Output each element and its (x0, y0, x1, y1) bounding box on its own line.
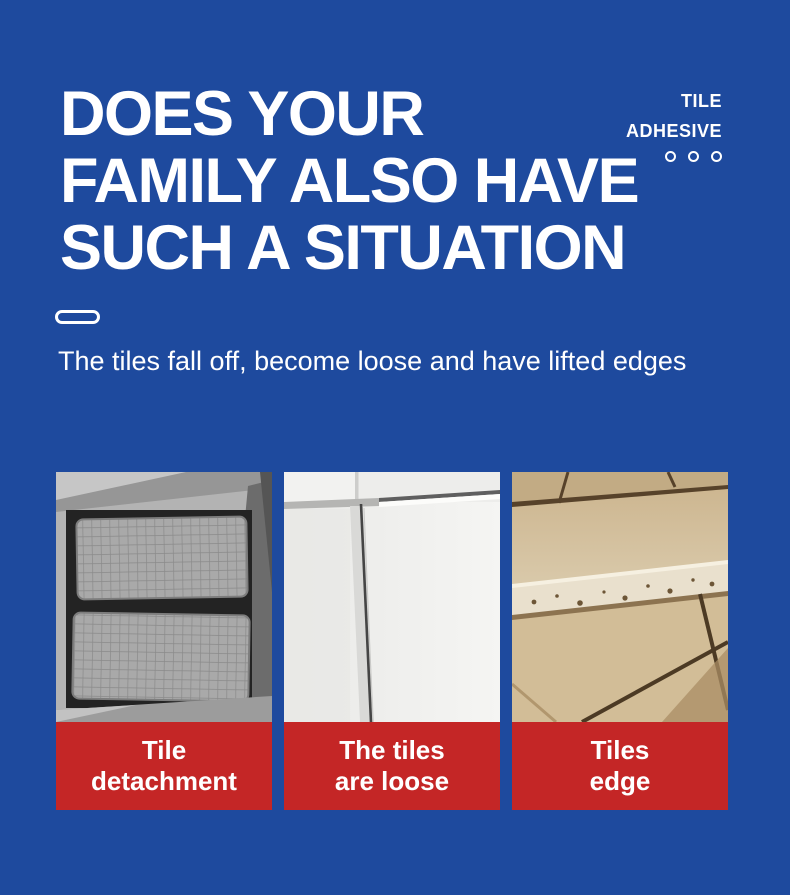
photo-tiles-edge (512, 472, 728, 722)
headline-line-3: SUCH A SITUATION (60, 213, 626, 283)
page-title (60, 81, 638, 282)
issue-card-tile-detachment (56, 472, 272, 810)
divider-pill (55, 310, 100, 324)
photo-tiles-loose (284, 472, 500, 722)
ring-dot-icon (688, 151, 699, 162)
brand-line-1: TILE (681, 91, 722, 111)
headline-line-2: FAMILY ALSO HAVE (60, 146, 639, 216)
ring-dot-icon (665, 151, 676, 162)
brand-line-2: ADHESIVE (625, 121, 722, 141)
issue-card-tiles-edge (512, 472, 728, 810)
issue-cards (56, 472, 728, 810)
caption-line-1: Tile (141, 735, 187, 765)
caption-line-2: are loose (334, 766, 450, 796)
subtitle: The tiles fall off, become loose and have lifted edges (58, 346, 687, 376)
photo-tile-detachment (56, 472, 272, 722)
caption-line-2: detachment (91, 766, 237, 796)
headline-line-1: DOES YOUR (60, 79, 424, 149)
caption-line-1: The tiles (339, 735, 445, 765)
caption-bar (56, 722, 272, 810)
brand-mark (626, 86, 722, 146)
caption-bar (512, 722, 728, 810)
issue-card-tiles-loose (284, 472, 500, 810)
brand-dots (665, 151, 722, 162)
ring-dot-icon (711, 151, 722, 162)
caption-line-1: Tiles (590, 735, 650, 765)
caption-line-2: edge (589, 766, 651, 796)
caption-bar (284, 722, 500, 810)
